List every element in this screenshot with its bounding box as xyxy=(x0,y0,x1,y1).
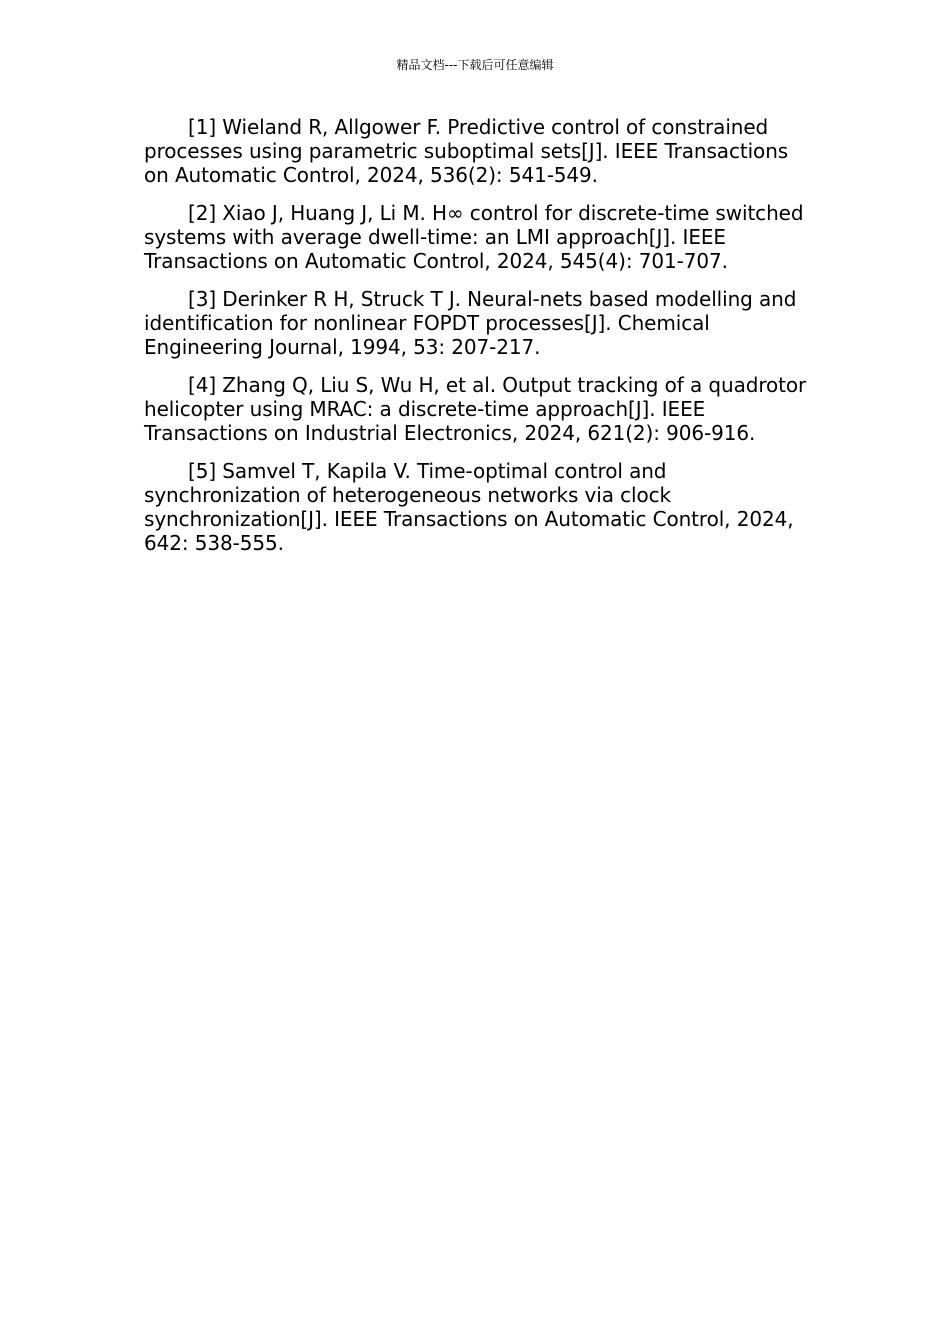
reference-list xyxy=(144,115,810,569)
reference-item-1: [1] Wieland R, Allgower F. Predictive control of constrained processes using parametric suboptimal sets[J]. IEEE Transactions on Automatic Control, 2024, 536(2): 541-549. xyxy=(144,115,789,187)
reference-item-4: [4] Zhang Q, Liu S, Wu H, et al. Output tracking of a quadrotor helicopter using MRAC: a discrete-time approach[J]. IEEE Transactions on Industrial Electronics, 2024, 621(2): 906-916. xyxy=(144,373,807,445)
reference-item-3: [3] Derinker R H, Struck T J. Neural-nets based modelling and identification for nonlinear FOPDT processes[J]. Chemical Engineering Journal, 1994, 53: 207-217. xyxy=(144,287,797,359)
page-header: 精品文档---下载后可任意编辑 xyxy=(396,58,554,72)
reference-item-5: [5] Samvel T, Kapila V. Time-optimal control and synchronization of heterogeneous networks via clock synchronization[J]. IEEE Transactions on Automatic Control, 2024, 642: 538-555. xyxy=(144,459,794,555)
reference-item-2: [2] Xiao J, Huang J, Li M. H∞ control for discrete-time switched systems with average dwell-time: an LMI approach[J]. IEEE Transactions on Automatic Control, 2024, 545(4): 701-707. xyxy=(144,201,804,273)
